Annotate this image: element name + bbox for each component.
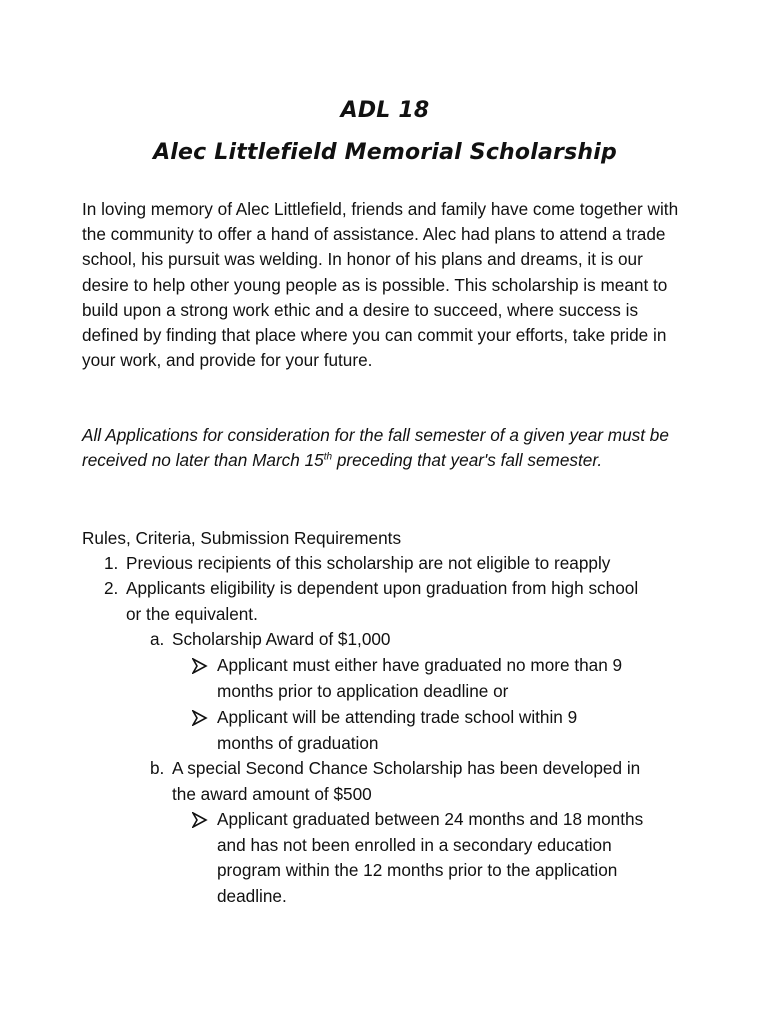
- bullet-text: Applicant graduated between 24 months and 18 months and has not been enrolled in a secondary education program within the 12 months prior to the application deadline.: [217, 809, 644, 906]
- list-marker: 2.: [104, 578, 119, 598]
- rules-heading: Rules, Criteria, Submission Requirements: [82, 528, 402, 548]
- sub-item-text: A special Second Chance Scholarship has been developed in the award amount of $500: [172, 758, 641, 804]
- bullet-text: Applicant will be attending trade school within 9 months of graduation: [217, 707, 578, 753]
- arrow-bullet-icon: [192, 812, 208, 828]
- list-marker: b.: [150, 758, 165, 778]
- intro-paragraph: In loving memory of Alec Littlefield, friends and family have come together with the community to offer a hand of assistance. Alec had plans to attend a trade school, his pursuit was welding. In honor of his plans and dreams, it is our desire to help other young people as is possible. This scholarship is meant to build upon a strong work ethic and a desire to succeed, where success is defined by finding that place where you can commit your efforts, take pride in your work, and provide for your future.: [82, 199, 679, 371]
- arrow-bullet-icon: [192, 710, 208, 726]
- document-title-code: ADL 18: [340, 98, 430, 123]
- bullet-text: Applicant must either have graduated no more than 9 months prior to application deadline or: [217, 655, 623, 701]
- list-item-text: Previous recipients of this scholarship are not eligible to reapply: [126, 553, 611, 573]
- document-title-scholarship: Alec Littlefield Memorial Scholarship: [153, 140, 617, 165]
- sub-item-text: Scholarship Award of $1,000: [172, 629, 391, 649]
- list-marker: 1.: [104, 553, 119, 573]
- list-marker: a.: [150, 629, 165, 649]
- list-item-text: Applicants eligibility is dependent upon graduation from high school or the equivalent.: [126, 578, 639, 624]
- deadline-notice-text: All Applications for consideration for the fall semester of a given year must be received no later than March 15: [82, 425, 669, 471]
- arrow-bullet-icon: [192, 658, 208, 674]
- deadline-notice-text-end: preceding that year's fall semester.: [332, 450, 603, 471]
- deadline-notice-superscript: th: [323, 451, 333, 463]
